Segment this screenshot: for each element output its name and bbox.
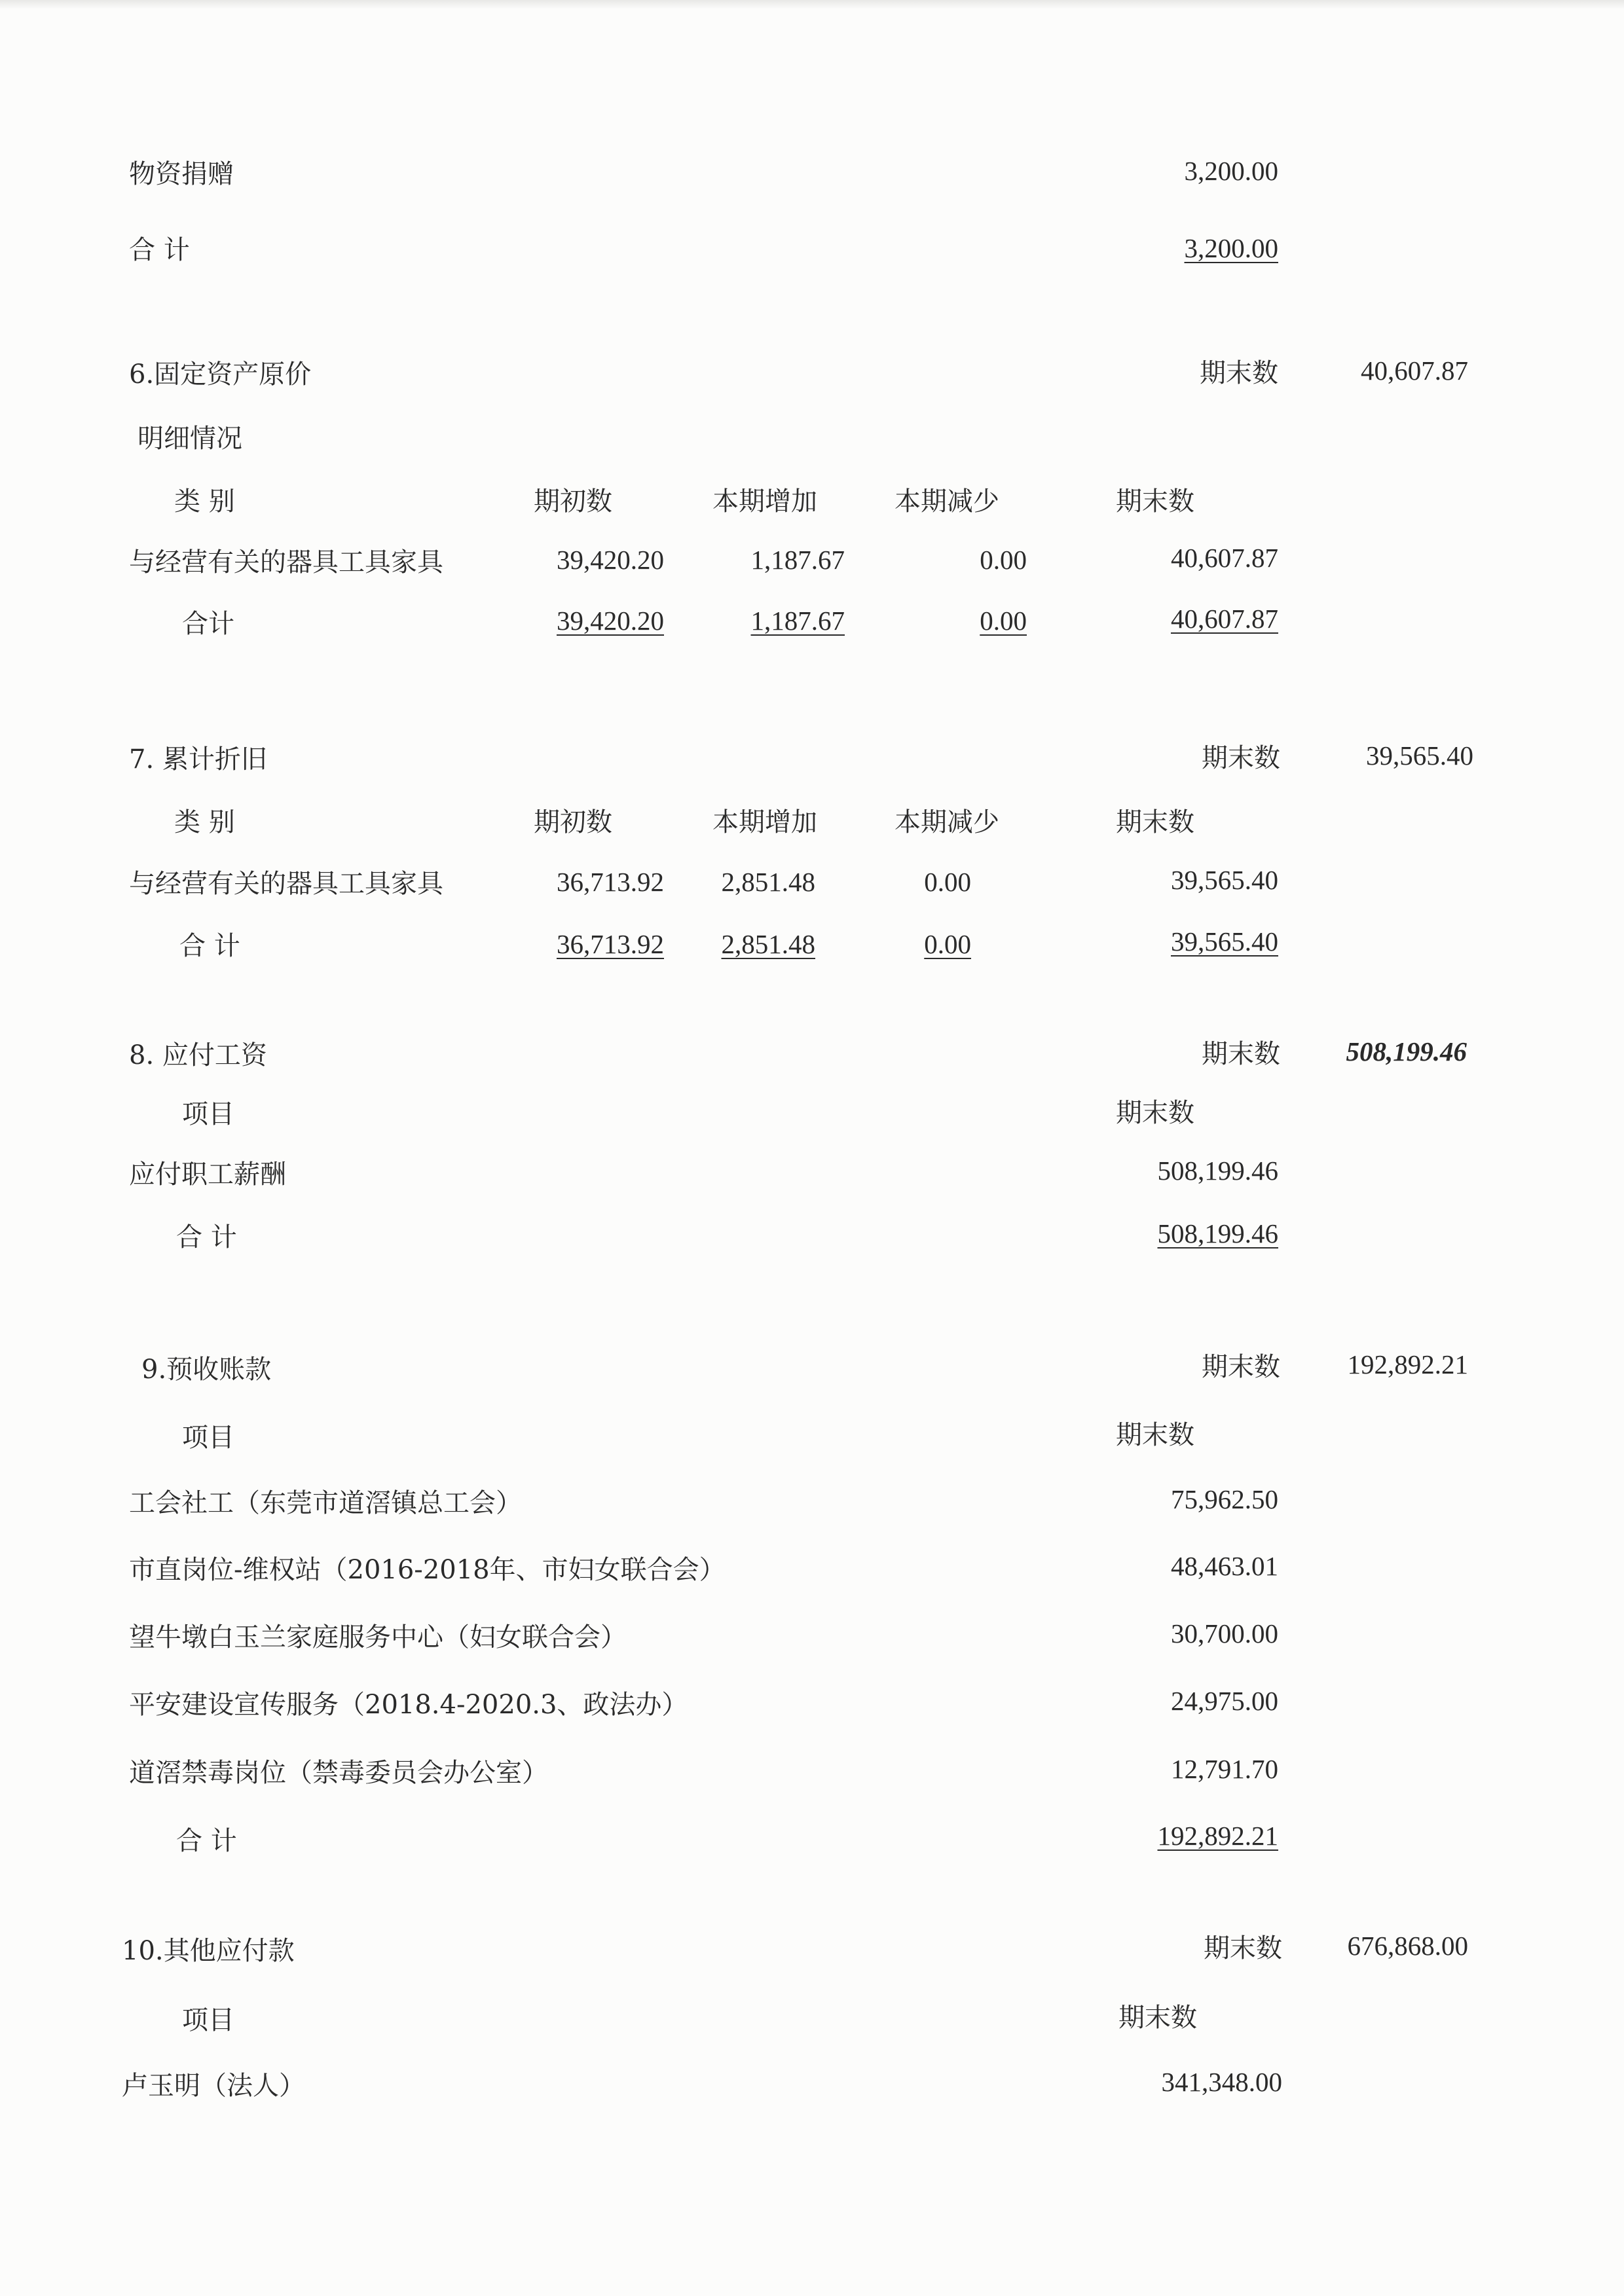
s9-row-value: 12,791.70: [1171, 1754, 1278, 1784]
s7-row-decrease: 0.00: [924, 867, 971, 897]
section-7-title: 7. 累计折旧: [129, 744, 267, 774]
s7-total-label: 合 计: [179, 931, 240, 961]
s6-total-closing: 40,607.87: [1171, 604, 1278, 634]
s7-total-decrease: 0.00: [924, 929, 971, 959]
s8-header-item: 项目: [182, 1099, 234, 1129]
s5-total-value: 3,200.00: [1184, 233, 1278, 263]
s6-header-category: 类 别: [174, 486, 235, 517]
s9-row-value: 48,463.01: [1171, 1551, 1278, 1581]
s6-total-decrease: 0.00: [980, 606, 1027, 636]
s7-header-closing: 期末数: [1116, 807, 1194, 837]
donation-value: 3,200.00: [1184, 156, 1278, 186]
s6-row-opening: 39,420.20: [557, 545, 664, 575]
s9-header-closing: 期末数: [1116, 1420, 1194, 1450]
s6-end-value: 40,607.87: [1361, 355, 1468, 386]
s10-end-value: 676,868.00: [1347, 1931, 1468, 1961]
s9-total-value: 192,892.21: [1157, 1821, 1278, 1851]
s6-header-increase: 本期增加: [712, 486, 817, 517]
s9-row-label: 市直岗位-维权站（2016-2018年、市妇女联合会）: [129, 1555, 726, 1585]
s8-row-label: 应付职工薪酬: [129, 1159, 286, 1190]
s5-total-label: 合 计: [129, 235, 190, 265]
s8-row-value: 508,199.46: [1157, 1156, 1278, 1186]
s7-row-opening: 36,713.92: [557, 867, 664, 897]
s8-end-value: 508,199.46: [1346, 1036, 1467, 1066]
s9-row-value: 24,975.00: [1171, 1686, 1278, 1716]
s9-row-label: 平安建设宣传服务（2018.4-2020.3、政法办）: [129, 1690, 688, 1720]
s7-total-opening: 36,713.92: [557, 929, 664, 959]
s9-row-label: 望牛墩白玉兰家庭服务中心（妇女联合会）: [129, 1622, 627, 1652]
s8-total-label: 合 计: [176, 1222, 237, 1252]
section-8-title: 8. 应付工资: [129, 1040, 267, 1070]
s6-header-decrease: 本期减少: [895, 486, 999, 517]
s7-header-category: 类 别: [174, 807, 235, 837]
section-10-title: 10.其他应付款: [122, 1936, 295, 1966]
s8-total-value: 508,199.46: [1157, 1218, 1278, 1248]
s6-total-increase: 1,187.67: [750, 606, 845, 636]
s7-total-closing: 39,565.40: [1171, 926, 1278, 957]
s6-row-decrease: 0.00: [980, 545, 1027, 575]
s7-end-label: 期末数: [1202, 743, 1280, 773]
s7-header-increase: 本期增加: [712, 807, 817, 837]
s10-header-item: 项目: [182, 2005, 234, 2035]
s10-row-value: 341,348.00: [1161, 2067, 1282, 2097]
s7-row-increase: 2,851.48: [721, 867, 815, 897]
s7-header-decrease: 本期减少: [895, 807, 999, 837]
scan-edge: [0, 0, 1624, 9]
s6-row-increase: 1,187.67: [750, 545, 845, 575]
s6-row-closing: 40,607.87: [1171, 543, 1278, 573]
s7-total-increase: 2,851.48: [721, 929, 815, 959]
donation-label: 物资捐赠: [129, 159, 234, 189]
s10-header-closing: 期末数: [1118, 2003, 1197, 2033]
s6-header-opening: 期初数: [534, 486, 612, 517]
s7-header-opening: 期初数: [534, 807, 612, 837]
s6-row-label: 与经营有关的器具工具家具: [129, 547, 443, 577]
s7-row-closing: 39,565.40: [1171, 865, 1278, 895]
s8-end-label: 期末数: [1202, 1039, 1280, 1069]
section-6-title: 6.固定资产原价: [129, 359, 312, 390]
section-9-title: 9.预收账款: [141, 1355, 272, 1385]
s9-end-value: 192,892.21: [1347, 1349, 1468, 1379]
s9-row-value: 75,962.50: [1171, 1484, 1278, 1514]
s9-row-label: 道滘禁毒岗位（禁毒委员会办公室）: [129, 1758, 548, 1788]
s7-row-label: 与经营有关的器具工具家具: [129, 869, 443, 899]
s6-total-label: 合计: [182, 609, 234, 639]
s6-total-opening: 39,420.20: [557, 606, 664, 636]
s6-header-closing: 期末数: [1116, 486, 1194, 517]
s8-header-closing: 期末数: [1116, 1098, 1194, 1128]
s10-end-label: 期末数: [1204, 1933, 1282, 1963]
s7-end-value: 39,565.40: [1366, 740, 1473, 771]
s9-total-label: 合 计: [176, 1826, 237, 1856]
s6-subtitle: 明细情况: [138, 424, 242, 454]
s9-end-label: 期末数: [1202, 1352, 1280, 1382]
s10-row-label: 卢玉明（法人）: [122, 2071, 305, 2101]
s9-row-label: 工会社工（东莞市道滘镇总工会）: [129, 1488, 522, 1518]
s9-row-value: 30,700.00: [1171, 1618, 1278, 1649]
s9-header-item: 项目: [182, 1423, 234, 1453]
s6-end-label: 期末数: [1200, 358, 1278, 388]
